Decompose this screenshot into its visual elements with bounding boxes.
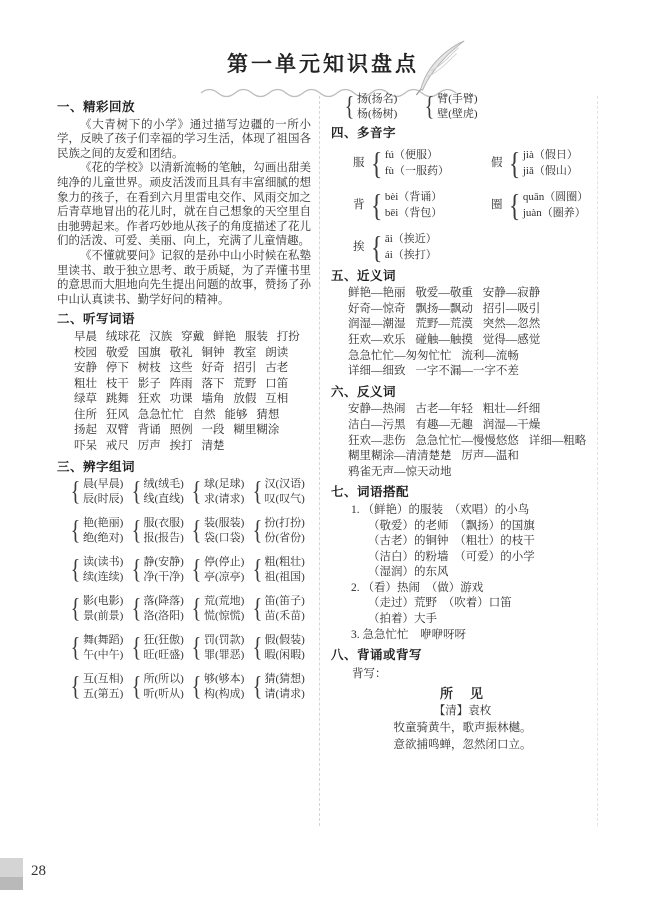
- polyphone-character: 背: [353, 198, 365, 211]
- brace-glyph: {: [70, 554, 81, 585]
- brace-glyph: {: [508, 187, 520, 224]
- antonym-line: 糊里糊涂—清清楚楚 厉声—温和: [348, 450, 519, 463]
- zuci-group: [130, 594, 191, 623]
- zuci-row-continued: [331, 92, 594, 121]
- zuci-group: [251, 516, 312, 545]
- zuci-entry: 听(听从): [143, 687, 184, 700]
- zuci-entry: 汉(汉语): [264, 478, 305, 491]
- polyphone-group: [491, 147, 594, 180]
- word-line: 绿草 跳舞 狂欢 功课 墙角 放假 互相: [74, 393, 289, 406]
- synonym-line: 狂欢—欢乐 碰触—触摸 觉得—感觉: [348, 333, 541, 346]
- brace-glyph: {: [252, 476, 262, 507]
- polyphone-group: [353, 147, 491, 180]
- zuci-entry: 停(停止): [203, 556, 245, 569]
- page-number: 28: [31, 863, 46, 879]
- section-heading-dictation: 二、听写词语: [57, 312, 136, 327]
- poem-line: 牧童骑黄牛，歌声振林樾。: [393, 721, 532, 734]
- zuci-entry: 续(连续): [82, 570, 124, 583]
- brace-glyph: {: [70, 515, 81, 546]
- zuci-group: [190, 594, 251, 623]
- pinyin-reading: juàn（圈养）: [522, 207, 586, 220]
- zuci-group: [130, 516, 191, 545]
- zuci-group: [69, 594, 130, 623]
- antonym-list: [331, 402, 594, 480]
- zuci-entry: 臂(手臂): [437, 93, 478, 105]
- antonym-line: 安静—热闹 古老—年轻 粗壮—纤细: [348, 403, 541, 416]
- synonym-line: 急急忙忙—匆匆忙忙 流利—流畅: [348, 349, 519, 362]
- zuci-entry: 晨(早晨): [82, 478, 124, 491]
- brace-glyph: {: [131, 593, 141, 624]
- collocation-line: （洁白）的粉墙 （可爱）的小学: [368, 550, 535, 563]
- zuci-entry: 亭(凉亭): [203, 570, 245, 583]
- recite-label: 背写：: [352, 667, 387, 680]
- zuci-row: [57, 633, 311, 662]
- pinyin-reading: quān（圆圈）: [522, 190, 589, 203]
- zuci-entry: 苗(禾苗): [264, 609, 305, 622]
- brace-glyph: {: [131, 476, 141, 507]
- edge-tab-light: [0, 858, 23, 877]
- zuci-entry: 扮(打扮): [264, 517, 305, 530]
- synonym-list: [331, 286, 594, 380]
- zuci-entry: 荒(荒地): [203, 595, 245, 608]
- brace-glyph: {: [424, 91, 435, 121]
- brace-glyph: {: [508, 145, 520, 182]
- zuci-entry: 服(衣服): [143, 517, 184, 530]
- zuci-group: [343, 92, 397, 121]
- zuci-entry: 暇(闲暇): [264, 648, 305, 661]
- zuci-entry: 罚(罚款): [203, 634, 245, 647]
- word-line: 吓呆 戒尺 厉声 挨打 清楚: [74, 440, 225, 453]
- poem-block: [331, 685, 594, 754]
- brace-glyph: {: [70, 476, 81, 507]
- brace-glyph: {: [191, 476, 202, 507]
- zuci-entry: 叹(叹气): [264, 492, 305, 505]
- left-column: [57, 100, 311, 711]
- zuci-entry: 所(所以): [143, 673, 184, 686]
- brace-glyph: {: [344, 91, 355, 121]
- zuci-entry: 净(干净): [143, 570, 184, 583]
- polyphone-group: [353, 231, 491, 264]
- zuci-group: [130, 633, 191, 662]
- zuci-entry: 旺(旺盛): [143, 648, 184, 661]
- word-line: 粗壮 枝干 影子 阵雨 落下 荒野 口笛: [74, 377, 289, 390]
- zuci-entry: 慌(惊慌): [203, 609, 245, 622]
- zuci-group: [69, 555, 130, 584]
- zuci-group: [251, 594, 312, 623]
- zuci-entry: 舞(舞蹈): [82, 634, 124, 647]
- zuci-entry: 洛(洛阳): [143, 609, 184, 622]
- synonym-line: 好奇—惊奇 飘扬—飘动 招引—吸引: [348, 302, 541, 315]
- pinyin-reading: fú（便服）: [384, 148, 439, 161]
- zuci-entry: 艳(艳丽): [82, 517, 124, 530]
- zuci-entry: 祖(祖国): [264, 570, 305, 583]
- polyphone-character: 圈: [491, 198, 503, 211]
- collocation-line: （拍着）大手: [368, 613, 437, 626]
- word-line: 住所 狂风 急急忙忙 自然 能够 猜想: [74, 408, 280, 421]
- zuci-group: [251, 555, 312, 584]
- collocation-line: （古老）的铜钟 （粗壮）的枝干: [368, 535, 535, 548]
- pinyin-reading: āi（挨近）: [384, 232, 437, 245]
- section-heading-zuci: 三、辨字组词: [57, 459, 136, 474]
- collocation-line: 1. （鲜艳）的服装 （欢唱）的小鸟: [351, 503, 530, 516]
- brace-glyph: {: [370, 145, 382, 182]
- zuci-row: [57, 555, 311, 584]
- section-heading-synonyms: 五、近义词: [331, 268, 397, 283]
- zuci-group: [69, 672, 130, 701]
- section-heading-duoyin: 四、多音字: [331, 126, 397, 140]
- pinyin-reading: jià（假日）: [522, 148, 578, 161]
- zuci-entry: 狂(狂傲): [143, 634, 184, 647]
- brace-glyph: {: [191, 671, 202, 702]
- zuci-entry: 请(请求): [264, 687, 305, 700]
- zuci-entry: 绒(绒毛): [143, 478, 184, 491]
- zuci-group: [190, 633, 251, 662]
- brace-glyph: {: [70, 593, 81, 624]
- zuci-group: [190, 672, 251, 701]
- brace-glyph: {: [252, 632, 262, 663]
- zuci-entry: 罪(罪恶): [203, 648, 245, 661]
- section-heading-collocation: 七、词语搭配: [331, 485, 410, 500]
- polyphone-grid: [331, 147, 594, 264]
- zuci-entry: 杨(杨树): [356, 107, 398, 120]
- zuci-group: [251, 633, 312, 662]
- zuci-entry: 绝(绝对): [82, 531, 124, 544]
- right-column: [331, 92, 594, 754]
- brace-glyph: {: [191, 632, 202, 663]
- section-heading-recite: 八、背诵或背写: [331, 648, 423, 663]
- zuci-entry: 报(报告): [143, 531, 184, 544]
- zuci-entry: 静(安静): [143, 556, 184, 569]
- feather-icon: [412, 38, 470, 96]
- zuci-group: [251, 672, 312, 701]
- word-line: 校园 敬爱 国旗 敬礼 铜钟 教室 朗读: [74, 346, 289, 359]
- zuci-row: [57, 594, 311, 623]
- zuci-group: [423, 92, 477, 121]
- poem-line: 意欲捕鸣蝉，忽然闭口立。: [393, 738, 532, 751]
- polyphone-group: [353, 189, 491, 222]
- zuci-entry: 猜(猜想): [264, 673, 305, 686]
- zuci-group: [130, 672, 191, 701]
- synonym-line: 详细—细致 一字不漏—一字不差: [348, 365, 519, 378]
- word-line: 早晨 绒球花 汉族 穿戴 鲜艳 服装 打扮: [74, 330, 300, 343]
- zuci-group: [251, 477, 312, 506]
- zuci-entry: 落(降落): [143, 595, 184, 608]
- zuci-entry: 线(直线): [143, 492, 184, 505]
- zuci-group: [69, 516, 130, 545]
- antonym-line: 洁白—污黑 有趣—无趣 润湿—干燥: [348, 418, 541, 431]
- zuci-row: [57, 672, 311, 701]
- zuci-entry: 景(前景): [82, 609, 124, 622]
- zuci-entry: 假(假装): [264, 634, 305, 647]
- collocation-line: （敬爱）的老师 （飘扬）的国旗: [368, 519, 535, 532]
- polyphone-character: 服: [353, 156, 365, 169]
- brace-glyph: {: [191, 593, 202, 624]
- zuci-group: [190, 555, 251, 584]
- poem-author: 【清】袁枚: [433, 704, 492, 717]
- pinyin-reading: bèi（背诵）: [384, 190, 443, 203]
- edge-tab-dark: [0, 877, 23, 890]
- zuci-entry: 辰(时辰): [82, 492, 124, 505]
- brace-glyph: {: [252, 515, 262, 546]
- word-line: 安静 停下 树枝 这些 好奇 招引 古老: [74, 362, 289, 375]
- synonym-line: 润湿—潮湿 荒野—荒漠 突然—忽然: [348, 318, 541, 331]
- word-line: 扬起 双臂 背诵 照例 一段 糊里糊涂: [74, 424, 280, 437]
- dictation-word-list: [57, 330, 311, 455]
- brace-glyph: {: [370, 187, 382, 224]
- brace-glyph: {: [370, 229, 382, 266]
- brace-glyph: {: [191, 554, 202, 585]
- zuci-entry: 粗(粗壮): [264, 556, 305, 569]
- antonym-line: 鸦雀无声—惊天动地: [348, 465, 452, 478]
- review-paragraph: 《花的学校》以清新流畅的笔触，勾画出甜美纯净的儿童世界。顽皮活泼而且具有丰富细腻的想象力的孩子，在看到六月里雷电交作、风雨交加之后青草地冒出的花儿时，就在自己想象的天空里自由驰骋起来。作者巧妙地从孩子的角度描述了花儿们的活泼、可爱、美丽、向上，充满了儿童情趣。: [57, 162, 311, 248]
- zuci-entry: 扬(扬名): [356, 93, 398, 105]
- pinyin-reading: ái（挨打）: [384, 249, 437, 262]
- zuci-entry: 笛(笛子): [264, 595, 305, 608]
- poem-title: 所 见: [439, 685, 485, 701]
- zuci-entry: 午(中午): [82, 648, 124, 661]
- collocation-line: （走过）荒野 （吹着）口笛: [368, 597, 512, 610]
- pinyin-reading: bēi（背包）: [384, 207, 443, 220]
- brace-glyph: {: [131, 554, 141, 585]
- section-heading-antonyms: 六、反义词: [331, 384, 397, 399]
- brace-glyph: {: [252, 593, 262, 624]
- synonym-line: 鲜艳—艳丽 敬爱—敬重 安静—寂静: [348, 287, 541, 300]
- review-paragraph: 《不懂就要问》记叙的是孙中山小时候在私塾里读书、敢于独立思考、敢于质疑，为了弄懂书里的意思而大胆地向先生提出问题的故事，赞扬了孙中山认真读书、勤学好问的精神。: [57, 249, 311, 306]
- brace-glyph: {: [70, 632, 81, 663]
- zuci-row: [57, 477, 311, 506]
- zuci-entry: 壁(壁虎): [437, 107, 478, 120]
- zuci-entry: 读(读书): [82, 556, 124, 569]
- zuci-entry: 构(构成): [203, 687, 245, 700]
- column-divider: [319, 96, 320, 826]
- zuci-group: [69, 477, 130, 506]
- polyphone-character: 假: [491, 156, 503, 169]
- zuci-group: [190, 516, 251, 545]
- zuci-entry: 五(第五): [82, 687, 124, 700]
- review-paragraph: 《大青树下的小学》通过描写边疆的一所小学，反映了孩子们幸福的学习生活，体现了祖国各民族之间的友爱和团结。: [57, 118, 311, 160]
- collocation-list: [331, 503, 594, 643]
- brace-glyph: {: [131, 671, 141, 702]
- brace-glyph: {: [252, 554, 262, 585]
- zuci-entry: 份(省份): [264, 531, 305, 544]
- brace-glyph: {: [131, 515, 141, 546]
- pinyin-reading: jiǎ（假山）: [522, 165, 578, 178]
- collocation-line: （湿润）的东风: [368, 566, 449, 579]
- brace-glyph: {: [252, 671, 262, 702]
- polyphone-character: 挨: [353, 240, 365, 253]
- pinyin-reading: fù（一服药）: [384, 165, 450, 178]
- zuci-group: [69, 633, 130, 662]
- zuci-group: [130, 477, 191, 506]
- zuci-entry: 球(足球): [203, 478, 245, 491]
- section-heading-review: 一、精彩回放: [57, 100, 136, 114]
- polyphone-group: [491, 189, 594, 222]
- zuci-entry: 装(服装): [203, 517, 245, 530]
- brace-glyph: {: [70, 671, 81, 702]
- zuci-group: [130, 555, 191, 584]
- zuci-entry: 够(够本): [203, 673, 245, 686]
- page-title: 第一单元知识盘点: [227, 52, 419, 76]
- antonym-line: 狂欢—悲伤 急急忙忙—慢慢悠悠 详细—粗略: [348, 434, 587, 447]
- zuci-entry: 影(电影): [82, 595, 124, 608]
- brace-glyph: {: [131, 632, 141, 663]
- page-edge-divider: [597, 96, 598, 826]
- zuci-group: [190, 477, 251, 506]
- brace-glyph: {: [191, 515, 202, 546]
- zuci-entry: 袋(口袋): [203, 531, 245, 544]
- collocation-line: 3. 急急忙忙 咿咿呀呀: [351, 628, 466, 641]
- zuci-entry: 互(互相): [82, 673, 124, 686]
- collocation-line: 2. （看）热闹 （做）游戏: [351, 581, 484, 594]
- zuci-entry: 求(请求): [203, 492, 245, 505]
- zuci-row: [57, 516, 311, 545]
